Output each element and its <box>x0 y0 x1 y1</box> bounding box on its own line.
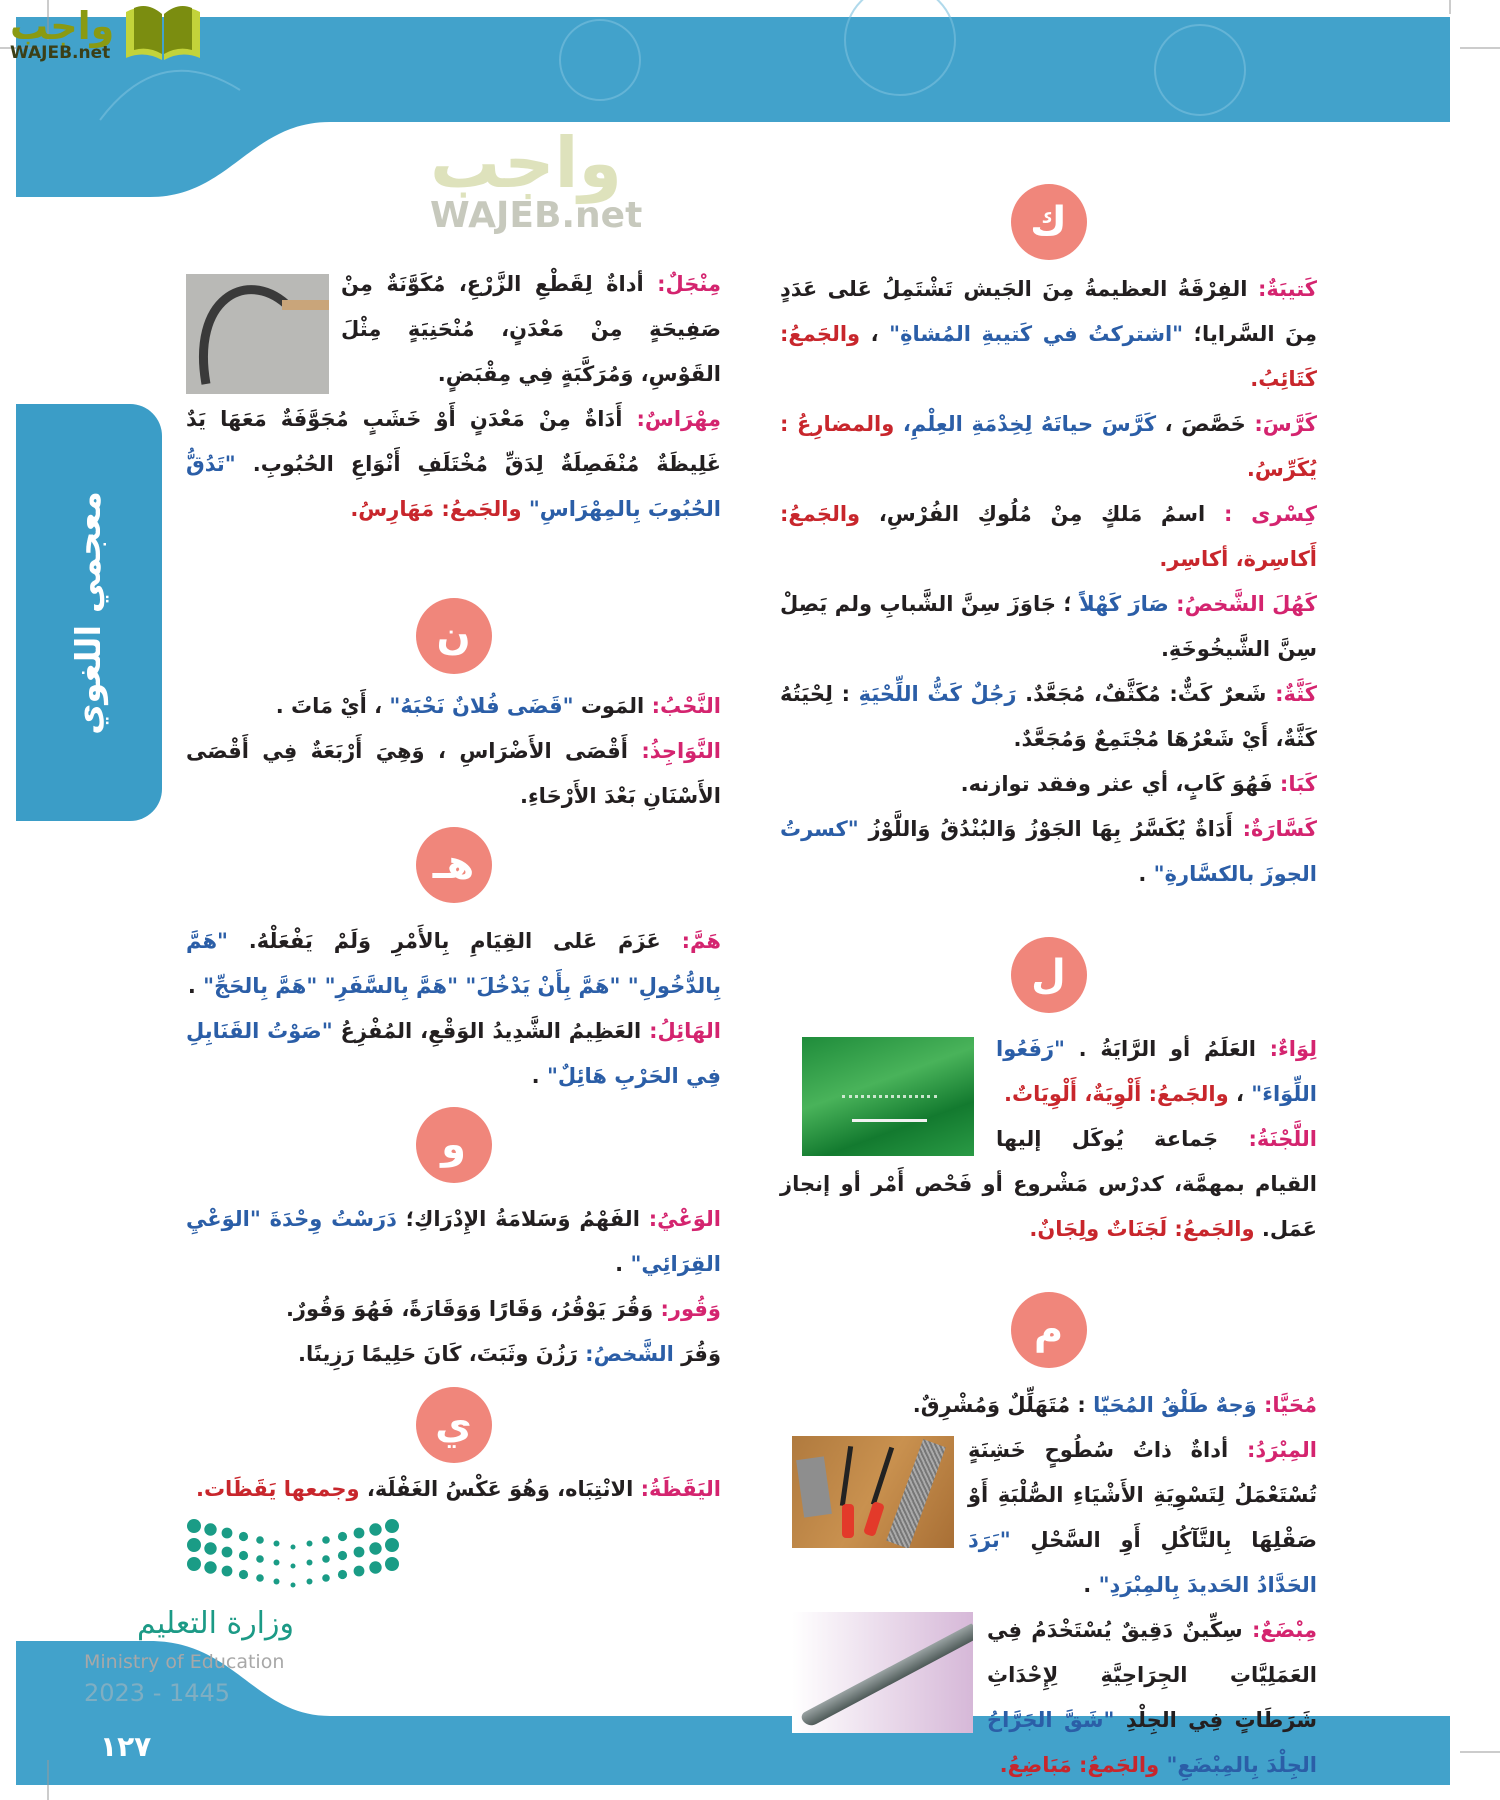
logo-dot <box>307 1560 313 1566</box>
entry-definition: ؛ جَاوَزَ سِنَّ الشَّبابِ ولم يَصِلْ سِنَّ الشَّيخُوخَةِ. <box>780 592 1317 661</box>
logo-latin: WAJEB.net <box>10 43 111 63</box>
section-side-tab <box>16 404 162 821</box>
entry-definition: . <box>187 974 204 998</box>
entry-example: "اشتركتُ في كَتيبةِ المُشاةِ" <box>889 322 1184 346</box>
dictionary-entry <box>780 402 1317 492</box>
letter-badge-lam: ل <box>1011 937 1087 1013</box>
left-column <box>186 262 721 1512</box>
logo-dot <box>204 1561 216 1573</box>
dictionary-entry <box>780 582 1317 672</box>
entry-definition: . <box>615 1252 631 1276</box>
entry-example: صَارَ كَهْلاً <box>1079 592 1177 616</box>
dictionary-entry <box>186 1009 721 1099</box>
entry-plural: وجمعها يَقَظَات. <box>195 1477 360 1501</box>
entry-headword: كَسَّارَةٌ: <box>1242 817 1317 841</box>
logo-dot <box>204 1523 216 1535</box>
logo-dot <box>354 1566 365 1577</box>
dictionary-entry <box>780 1027 1317 1117</box>
letter-badge-waw: و <box>416 1107 492 1183</box>
entry-plural: والجَمعُ: أَكاسِرة، أكاسِر. <box>780 502 1317 571</box>
logo-dot <box>256 1536 264 1544</box>
entry-definition: الفِرْقَةُ العظيمةُ مِنَ الجَيش تَشْتَمِلُ عَلى عَدَدٍ مِنَ السَّرايا؛ <box>780 277 1317 346</box>
entry-plural: والجَمعُ: مَبَاضِعُ. <box>999 1753 1167 1777</box>
entry-headword: كَتيبَةٌ: <box>1257 277 1317 301</box>
entry-headword: مِنْجَلٌ: <box>657 272 721 296</box>
entry-definition: شَعرٌ كَثٌّ: مُكَثَّفٌ، مُجَعَّدٌ. <box>1016 682 1276 706</box>
entry-definition: أداةٌ لِقَطْعِ الزَّرْعِ، مُكَوَّنَةٌ مِنْ صَفِيحَةٍ مِنْ مَعْدَنٍ، مُنْحَنِيَةٍ مِثْلَ القَوْسِ، وَمُرَكَّبَةٍ فِي مِقْبَضٍ. <box>341 272 721 386</box>
logo-dot <box>322 1574 330 1582</box>
dictionary-entry <box>186 262 721 397</box>
entry-example: "رَفَعُوا اللِّوَاءَ" <box>996 1037 1317 1106</box>
ministry-logo-dots <box>186 1518 401 1593</box>
entry-definition: . <box>1083 1573 1099 1597</box>
logo-dot <box>187 1519 201 1533</box>
right-column <box>780 184 1317 1788</box>
logo-dot <box>291 1564 296 1569</box>
letter-badge-ya: ي <box>416 1387 492 1463</box>
logo-dot <box>369 1523 381 1535</box>
entries-nun <box>186 684 721 819</box>
letter-badge-kaf: ك <box>1011 184 1087 260</box>
entry-example: وَجهٌ طَلْقُ المُحَيّا <box>1093 1393 1264 1417</box>
entry-example: "بَرَدَ الحَدَّادُ الحَديدَ بِالمِبْرَدِ" <box>968 1528 1317 1597</box>
logo-dot <box>338 1532 347 1541</box>
ministry-years: 2023 - 1445 <box>84 1679 231 1707</box>
watermark <box>430 122 643 236</box>
letter-badge-mim: م <box>1011 1292 1087 1368</box>
dictionary-entry <box>780 1428 1317 1608</box>
logo-dot <box>338 1551 347 1560</box>
entry-plural: والجَمعُ: لَجَنَاتٌ ولِجَانٌ. <box>1029 1217 1255 1241</box>
entry-definition: سِكِّينٌ دَقِيقٌ يُسْتَخْدَمُ فِي العَمَلِيَّاتِ الجِرَاحِيَّةِ لِإِحْدَاثِ شَرَطَاتٍ فِي الجِلْدِ <box>987 1618 1317 1732</box>
entry-definition: أَقْصَى الأَضْرَاسِ ، وَهِيَ أَرْبَعَةٌ فِي أَقْصَى الأَسْنَانِ بَعْدَ الأَرْحَاءِ. <box>186 739 721 808</box>
logo-arabic: واجب <box>10 4 115 48</box>
dictionary-entry <box>780 807 1317 897</box>
logo-dot <box>187 1538 201 1552</box>
dictionary-entry <box>780 1608 1317 1788</box>
page-number: ١٢٧ <box>100 1730 152 1763</box>
entry-plural: والجَمعُ: مَهَارِسُ. <box>350 497 529 521</box>
entry-example: "صَوْتُ القَنَابِلِ فِي الحَرْبِ هَائِلٌ" <box>186 1019 721 1088</box>
entry-definition: ، <box>1228 1082 1252 1106</box>
entry-definition: الانْتِبَاه، وَهُوَ عَكْسُ الغَفْلَة، <box>359 1477 641 1501</box>
entries-ya <box>186 1467 721 1512</box>
logo-dot <box>204 1542 216 1554</box>
entry-headword: كَرَّسَ: <box>1254 412 1318 436</box>
logo-dot <box>187 1557 201 1571</box>
entry-headword: مُحَيَّا: <box>1264 1393 1317 1417</box>
entry-plural: والمضارِعُ : يُكَرِّسُ. <box>780 412 1317 481</box>
entry-headword: النَّحْبُ: <box>651 694 721 718</box>
entry-definition: العَظِيمُ الشَّدِيدُ الوَقْعِ، المُفْزِعُ <box>332 1019 650 1043</box>
entry-headword: هَمَّ: <box>681 929 721 953</box>
logo-dot <box>369 1542 381 1554</box>
dictionary-entry <box>186 397 721 532</box>
entry-headword: وَقُور: <box>660 1297 721 1321</box>
top-band <box>16 17 1450 204</box>
entry-definition: أَدَاةٌ مِنْ مَعْدَنٍ أَوْ خَشَبٍ مُجَوَّفَةٌ مَعَهَا يَدٌ غَلِيظَةٌ مُنْفَصِلَةٌ لِدَقِّ مُخْتَلَفِ أَنْوَاعِ الحُبُوبِ. <box>186 407 721 476</box>
scalpel-image <box>792 1612 973 1733</box>
entry-headword: لِوَاءٌ: <box>1269 1037 1317 1061</box>
entry-example: رَجُلٌ كَثُّ اللِّحْيَةِ <box>858 682 1017 706</box>
entry-definition: خَصَّصَ ، <box>1156 412 1255 436</box>
entry-definition: أداةٌ ذاتُ سُطُوحٍ خَشِنَةٍ تُسْتَعْمَلُ لِتَسْوِيَةِ الأَشْيَاءِ الصُّلْبَةِ أَوْ صَقْلِهَا بِالتَّآكُلِ أَوِ السَّحْلِ <box>968 1438 1317 1552</box>
logo-dot <box>291 1583 296 1588</box>
logo-dot <box>338 1570 347 1579</box>
logo-dot <box>222 1566 233 1577</box>
entry-headword: كَثَّةٌ: <box>1275 682 1317 706</box>
entry-definition: جَماعة يُوكَل إليها القيام بمهمَّة، كدرْس مَشْروع أو فَحْص أَمْر أو إنجاز عَمَل. <box>780 1127 1317 1241</box>
entry-headword: المِبْرَدُ: <box>1247 1438 1317 1462</box>
entry-example: "قَضَى فُلانٌ نَحْبَهُ" <box>389 694 574 718</box>
entry-definition: . <box>1138 862 1154 886</box>
entry-definition: العَلَمُ أو الرَّايَةُ . <box>1065 1037 1270 1061</box>
dictionary-entry <box>780 267 1317 402</box>
logo-dot <box>354 1528 365 1539</box>
entry-example: "شَقَّ الجَرَّاحُ الجِلْدَ بِالمِبْضَعِ" <box>987 1708 1317 1777</box>
entry-definition: اسمُ مَلكٍ مِنْ مُلُوكِ الفُرْسِ، <box>860 502 1224 526</box>
entry-headword: كَهُلَ الشَّخصُ: <box>1176 592 1318 616</box>
dictionary-entry <box>186 684 721 729</box>
entry-definition: أَدَاةٌ يُكَسَّرُ بِهَا الجَوْزُ وَالبُنْدُقُ وَاللَّوْزُ <box>858 817 1243 841</box>
entry-example: دَرَسْتُ وِحْدَةَ "الوَعْيِ القِرَائِي" <box>186 1207 721 1276</box>
entry-headword: الوَعْيُ: <box>648 1207 721 1231</box>
entry-headword: مِبْضَعٌ: <box>1251 1618 1317 1642</box>
logo-dot <box>239 1570 248 1579</box>
entry-headword: النَّوَاجِذُ: <box>641 739 721 763</box>
watermark-arabic: واجب <box>430 122 623 204</box>
logo-dot <box>385 1519 399 1533</box>
logo-dot <box>369 1561 381 1573</box>
entry-headword: اليَقَظَةُ: <box>640 1477 721 1501</box>
ministry-name-english: Ministry of Education <box>84 1651 285 1673</box>
dictionary-entry <box>780 672 1317 762</box>
entry-definition: عَزَمَ عَلى القِيَامِ بِالأَمْرِ وَلَمْ يَفْعَلْهُ. <box>227 929 682 953</box>
entry-plural: والجَمعُ: كَتَائِبُ. <box>780 322 1317 391</box>
logo-dot <box>322 1536 330 1544</box>
logo-dot <box>239 1551 248 1560</box>
logo-dot <box>222 1528 233 1539</box>
entry-example: كَرَّسَ حياتَهُ لِخِدْمَةِ العِلْمِ، <box>902 412 1157 436</box>
entry-example: "هَمَّ بِالدُّخُولِ" "هَمَّ بِأَنْ يَدْخُلَ" "هَمَّ بِالسَّفَرِ" "هَمَّ بِالحَجِّ" <box>186 929 721 998</box>
ministry-name-arabic: وزارة التعليم <box>136 1606 294 1641</box>
entry-example: "كسرتُ الجوزَ بالكسَّارةِ" <box>780 817 1317 886</box>
entries-ha <box>186 919 721 1099</box>
entry-definition: . <box>531 1064 547 1088</box>
letter-badge-ha: هـ <box>416 827 492 903</box>
logo-dot <box>274 1541 280 1547</box>
logo-dot <box>274 1579 280 1585</box>
dictionary-entry <box>186 1197 721 1287</box>
dictionary-entry <box>780 1383 1317 1428</box>
logo-dot <box>385 1538 399 1552</box>
entry-definition: ، أَيْ مَاتَ . <box>275 694 390 718</box>
entries-lam <box>780 1027 1317 1252</box>
entry-example: "تَدُقُّ الحُبُوبَ بِالمِهْرَاسِ" <box>186 452 721 521</box>
dictionary-entry <box>186 1287 721 1332</box>
logo-dot <box>274 1560 280 1566</box>
book-icon <box>122 2 204 62</box>
entry-example: الشَّخصُ: <box>585 1342 674 1366</box>
entry-plural: والجَمعُ: أَلْوِيَةٌ، أَلْوِيَاتٌ. <box>1004 1082 1229 1106</box>
logo-dot <box>307 1579 313 1585</box>
entry-definition: المَوت <box>573 694 652 718</box>
entries-mim-continued <box>186 262 721 532</box>
logo-dot <box>256 1574 264 1582</box>
watermark-latin: WAJEB.net <box>430 195 643 236</box>
entries-waw <box>186 1197 721 1377</box>
saudi-flag-image <box>802 1037 974 1156</box>
entry-definition: وَقُرَ <box>673 1342 721 1366</box>
dictionary-entry <box>186 1467 721 1512</box>
entry-definition: ، <box>860 322 890 346</box>
logo-dot <box>354 1547 365 1558</box>
entry-definition: : مُتَهَلِّلٌ وَمُشْرِقٌ. <box>912 1393 1094 1417</box>
logo-dot <box>222 1547 233 1558</box>
file-tools-image <box>792 1436 954 1548</box>
letter-badge-nun: ن <box>416 598 492 674</box>
side-tab-label: معجمي اللغوي <box>69 490 109 735</box>
site-logo[interactable] <box>10 2 204 62</box>
dictionary-entry <box>186 919 721 1009</box>
entry-definition: الفَهْمُ وَسَلامَةُ الإِدْرَاكِ؛ <box>396 1207 649 1231</box>
logo-dot <box>307 1541 313 1547</box>
logo-dot <box>385 1557 399 1571</box>
logo-dot <box>322 1555 330 1563</box>
entry-headword: مِهْرَاسٌ: <box>636 407 721 431</box>
sickle-image <box>186 274 329 394</box>
dictionary-entry <box>780 762 1317 807</box>
entries-mim <box>780 1383 1317 1788</box>
entry-definition: رَزُنَ وثَبَتَ، كَانَ حَلِيمًا رَزِينًا. <box>298 1342 586 1366</box>
logo-dot <box>239 1532 248 1541</box>
entry-headword: كِسْرى : <box>1223 502 1317 526</box>
entry-headword: الهَائِلُ: <box>649 1019 721 1043</box>
dictionary-entry <box>186 729 721 819</box>
entry-headword: كَبَا: <box>1279 772 1317 796</box>
logo-dot <box>291 1545 296 1550</box>
entry-definition: وَقُرَ يَوْقُرُ، وَقَارًا وَوَقَارَةً، فَهُوَ وَقُورٌ. <box>285 1297 661 1321</box>
entry-definition: فَهُوَ كَابٍ، أي عثر وفقد توازنه. <box>960 772 1280 796</box>
entry-definition: : لِحْيَتُهُ كَثَّةٌ، أَيْ شَعْرُهَا مُجْتَمِعٌ وَمُجَعَّدٌ. <box>780 682 1317 751</box>
logo-dot <box>256 1555 264 1563</box>
dictionary-entry <box>186 1332 721 1377</box>
entries-kaf <box>780 267 1317 897</box>
entry-headword: اللَّجْنَةُ: <box>1248 1127 1317 1151</box>
dictionary-entry <box>780 492 1317 582</box>
